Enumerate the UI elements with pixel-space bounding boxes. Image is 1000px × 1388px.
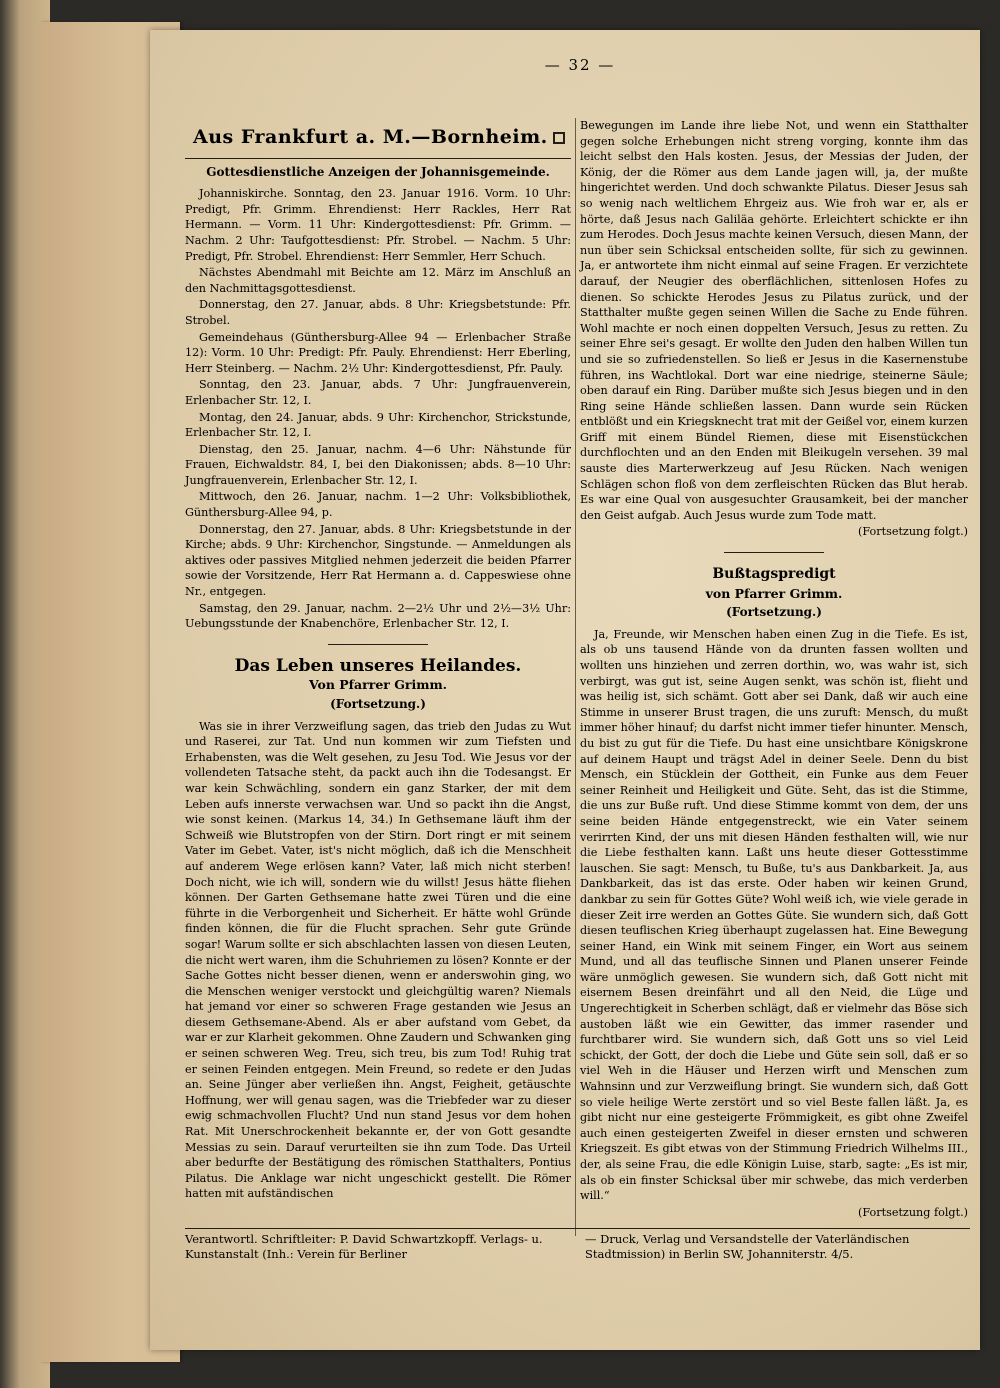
article-body: Was sie in ihrer Verzweiflung sagen, das trieb den Judas zu Wut und Raserei, zur Tat. Und nun kommen wir zum Tiefsten und Erhabensten, was die Welt gesehen, zu Jesu Tod. Wie Jesus vor der vollendeten Tatsache steht, da packt auch ihn die Todesangst. Er war kein Schwächling, sondern ein ganz Starker, der mit dem Leben aufs innerste verwachsen war. Und so packt ihn die Angst, wie sonst keinen. (Markus 14, 34.) In Gethsemane läuft ihm der Schweiß wie Blutstropfen von der Stirn. Dort ringt er mit seinem Vater im Gebet. Vater, ist's nicht möglich, daß ich die Menschheit auf anderem Wege erlösen kann? Vater, laß mich nicht sterben! Doch nicht, wie ich will, sondern wie du willst! Jesus hätte fliehen können. Der Garten Gethsemane hatte zwei Türen und die eine führte in die Verborgenheit und Sicherheit. Er hätte wohl Gründe finden können, die für die Flucht sprachen. Sehr gute Gründe sogar! Warum sollte er sich abschlachten lassen von diesen Leuten, die nicht wert waren, ihm die Schuhriemen zu lösen? Konnte er der Sache Gottes nicht besser dienen, wenn er anderswohin ging, wo die Menschen weniger verstockt und gleichgültig waren? Niemals hat jemand vor einer so schweren Frage gestanden wie Jesus an diesem Gethsemane-Abend. Als er aber aufstand vom Gebet, da war er zur Klarheit gekommen. Ohne Zaudern und Schwanken ging er seinen schweren Weg. Treu, sich treu, bis zum Tod! Ruhig trat er seinen Feinden entgegen. Mein Freund, so redete er den Judas an. Seine Jünger aber verließen ihn. Angst, Feigheit, getäuschte Hoffnung, wer will genau sagen, was die Triebfeder war zu dieser ewig schmachvollen Flucht? Und nun stand Jesus vor dem hohen Rat. Mit Unerschrockenheit bekannte er, der von Gott gesandte Messias zu sein. Darauf verurteilten sie ihn zum Tode. Das Urteil aber bedurfte der Bestätigung des römischen Statthalters, Pontius Pilatus. Die Anklage war nicht ungeschickt gestellt. Die Römer hatten mit aufständischen xyxy=(185,719,571,1201)
notices-heading: Gottesdienstliche Anzeigen der Johannisgemeinde. xyxy=(206,164,550,179)
divider xyxy=(724,552,824,553)
square-ornament-icon xyxy=(553,132,565,144)
notice-paragraph: Mittwoch, den 26. Januar, nachm. 1—2 Uhr: Volksbibliothek, Günthersburg-Allee 94, p. xyxy=(185,490,571,520)
imprint-left: Verantwortl. Schriftleiter: P. David Schwartzkopff. Verlags- u. Kunstanstalt (Inh.: Verein für Berliner xyxy=(185,1232,543,1261)
notice-paragraph: Dienstag, den 25. Januar, nachm. 4—6 Uhr: Nähstunde für Frauen, Eichwaldstr. 84, I, bei den Diakonissen; abds. 8—10 Uhr: Jungfrauenverein, Erlenbacher Str. 12, I. xyxy=(185,442,571,487)
notice-paragraph: Sonntag, den 23. Januar, abds. 7 Uhr: Jungfrauenverein, Erlenbacher Str. 12, I. xyxy=(185,378,571,407)
article-author: von Pfarrer Grimm. xyxy=(705,585,843,601)
notice-paragraph: Gemeindehaus (Günthersburg-Allee 94 — Erlenbacher Straße 12): Vorm. 10 Uhr: Predigt: Pfr. Pauly. Ehrendienst: Herr Eberling, Herr Steinberg. — Nachm. 2½ Uhr: Kindergottesdienst, Pfr. Pauly. xyxy=(185,330,571,375)
imprint-right: — Druck, Verlag und Versandstelle der Vaterländischen Stadtmission) in Berlin SW, Johanniterstr. 4/5. xyxy=(585,1232,910,1261)
notice-paragraph: Johanniskirche. Sonntag, den 23. Januar 1916. Vorm. 10 Uhr: Predigt, Pfr. Grimm. Ehrendienst: Herr Rackles, Herr Rat Hermann. — Vorm. 11 Uhr: Kindergottesdienst: Pfr. Grimm. — Nachm. 2 Uhr: Taufgottesdienst: Pfr. Strobel. — Nachm. 5 Uhr: Predigt, Pfr. Strobel. Ehrendienst: Herr Semmler, Herr Schuch. xyxy=(185,187,571,263)
notice-paragraph: Donnerstag, den 27. Januar, abds. 8 Uhr: Kriegsbetstunde in der Kirche; abds. 9 Uhr: Kirchenchor, Singstunde. — Anmeldungen als aktives oder passives Mitglied nehmen jederzeit die beiden Pfarrer sowie der Vorsitzende, Herr Rat Hermann a. d. Cappeswiese ohne Nr., entgegen. xyxy=(185,522,571,599)
footer-rule xyxy=(185,1228,970,1229)
article-title: Das Leben unseres Heilandes. xyxy=(234,655,522,676)
article-title: Bußtagspredigt xyxy=(712,566,836,583)
article-author: Von Pfarrer Grimm. xyxy=(308,677,448,693)
section-rule xyxy=(185,158,571,159)
page-number: — 32 — xyxy=(544,56,616,74)
article-body: Ja, Freunde, wir Menschen haben einen Zug in die Tiefe. Es ist, als ob uns tausend Hände von da drunten fassen wollten und wollten uns hinziehen und zerren dorthin, wo, was wahr ist, sich verbirgt, was gut ist, seine Augen senkt, was schön ist, flieht und was heilig ist, sich schämt. Gott aber sei Dank, daß wir auch eine Stimme in unserer Brust tragen, die uns zuruft: Mensch, du mußt immer höher hinauf; du darfst nicht immer tiefer hinunter. Mensch, du bist zu gut für die Tiefe. Du hast eine unsichtbare Königskrone auf deinem Haupt und trägst Adel in deiner Seele. Denn du bist Mensch, ein Stücklein der Gottheit, ein Funke aus dem Feuer seiner Reinheit und Heiligkeit und Güte. Seht, das ist die Stimme, die uns zur Buße ruft. Und diese Stimme kommt von dem, der uns seine beiden Hände entgegenstreckt, wie ein Vater seinem verirrten Kind, der uns mit diesen Händen festhalten will, wie nur die Liebe festhalten kann. Laßt uns heute dieser Gottesstimme lauschen. Sie sagt: Mensch, tu Buße, tu's aus Dankbarkeit. Ja, aus Dankbarkeit, das ist das erste. Oder haben wir keinen Grund, dankbar zu sein für Gottes Güte? Wohl weiß ich, wie viele gerade in dieser Zeit irre werden an Gottes Güte. Sie wundern sich, daß Gott diesen teuflischen Krieg überhaupt zugelassen hat. Eine Bewegung seiner Hand, ein Wink mit seinem Finger, ein Wort aus seinem Mund, und all das teuflische Sinnen und Planen unserer Feinde wäre unmöglich gewesen. Sie wundern sich, daß Gott nicht mit eisernem Besen dreinfährt und all den Neid, die Lüge und Ungerechtigkeit in Scherben schlägt, daß er vielmehr das Böse sich austoben läßt wie ein Gewitter, das immer rasender und furchtbarer wird. Sie wundern sich, daß Gott uns so viel Leid schickt, der Gott, der doch die Liebe und Güte sein soll, daß er so viel Weh in die Häuser und Herzen wirft und Menschen zum Wahnsinn und zur Verzweiflung bringt. Sie wundern sich, daß Gott so viele heilige Werte zerstört und so viel Beste fallen läßt. Ja, es gibt nicht nur eine gesteigerte Frömmigkeit, es gibt ohne Zweifel auch einen gesteigerten Zweifel in dieser ernsten und schweren Kriegszeit. Es gibt etwas von der Stimmung Friedrich Wilhelms III., der, als seine Frau, die edle Königin Luise, starb, sagte: „Es ist mir, als ob ein finster Schicksal über mir schwebe, das mich verderben will.“ xyxy=(580,627,968,1203)
left-column xyxy=(185,120,571,1203)
section-title-text: Aus Frankfurt a. M.—Bornheim. xyxy=(193,126,548,148)
column-rule xyxy=(575,118,576,1236)
article-continued: (Fortsetzung.) xyxy=(330,697,426,711)
notice-paragraph: Donnerstag, den 27. Januar, abds. 8 Uhr: Kriegsbetstunde: Pfr. Strobel. xyxy=(185,298,571,327)
to-be-continued: (Fortsetzung folgt.) xyxy=(857,525,968,539)
article-continued: (Fortsetzung.) xyxy=(726,605,822,620)
divider xyxy=(328,644,428,645)
notice-paragraph: Samstag, den 29. Januar, nachm. 2—2½ Uhr und 2½—3½ Uhr: Uebungsstunde der Knabenchöre, Erlenbacher Str. 12, I. xyxy=(185,601,571,631)
notice-paragraph: Nächstes Abendmahl mit Beichte am 12. März im Anschluß an den Nachmittagsgottesdienst. xyxy=(185,266,571,295)
section-title xyxy=(193,126,571,148)
to-be-continued: (Fortsetzung folgt.) xyxy=(857,1205,968,1219)
notice-paragraph: Montag, den 24. Januar, abds. 9 Uhr: Kirchenchor, Strickstunde, Erlenbacher Str. 12, I. xyxy=(185,410,571,440)
article-body-continued: Bewegungen im Lande ihre liebe Not, und wenn ein Statthalter gegen solche Erhebungen nicht streng vorging, konnte ihm das leicht selbst den Hals kosten. Jesus, der Messias der Juden, der König, der die Römer aus dem Lande jagen will, ja, der mußte hingerichtet werden. Und doch schwankte Pilatus. Dieser Jesus sah so wenig nach weltlichem Ehrgeiz aus. Wie froh war er, als er hörte, daß Jesus nach Galiläa gehörte. Erleichtert schickte er ihn zum Herodes. Doch Jesus machte keinen Versuch, diesen Mann, der nun über sein Schicksal entscheiden sollte, für sich zu gewinnen. Ja, er antwortete ihm nicht einmal auf seine Fragen. Er verzichtete darauf, der Neugier des oberflächlichen, sittenlosen Hofes zu dienen. So schickte Herodes Jesus zu Pilatus zurück, und der Statthalter mußte gegen seinen Willen die Sache zu Ende führen. Wohl machte er noch einen doppelten Versuch, Jesus zu retten. Zu seiner Ehre sei's gesagt. Er wollte den Juden den halben Willen tun und sie so zufriedenstellen. So ließ er Jesus in die Kasernenstube führen, ins Wachtlokal. Dort war eine niedrige, steinerne Säule; oben darauf ein Ring. Darüber mußte sich Jesus biegen und in den Ring seine Hände schließen lassen. Dann wurde sein Rücken entblößt und ein Kriegsknecht trat mit der Geißel vor, einem kurzen Griff mit einem Bündel Riemen, diese mit Eisenstückchen durchflochten und an den Enden mit Bleikugeln versehen. 39 mal sauste dies Marterwerkzeug auf Jesu Rücken. Nach wenigen Schlägen schon floß von dem zerfleischten Rücken das Blut herab. Es war eine Qual von ausgesuchter Grausamkeit, bei der mancher den Geist aufgab. Auch Jesus wurde zum Tode matt. xyxy=(580,119,968,522)
right-column xyxy=(580,118,968,1220)
